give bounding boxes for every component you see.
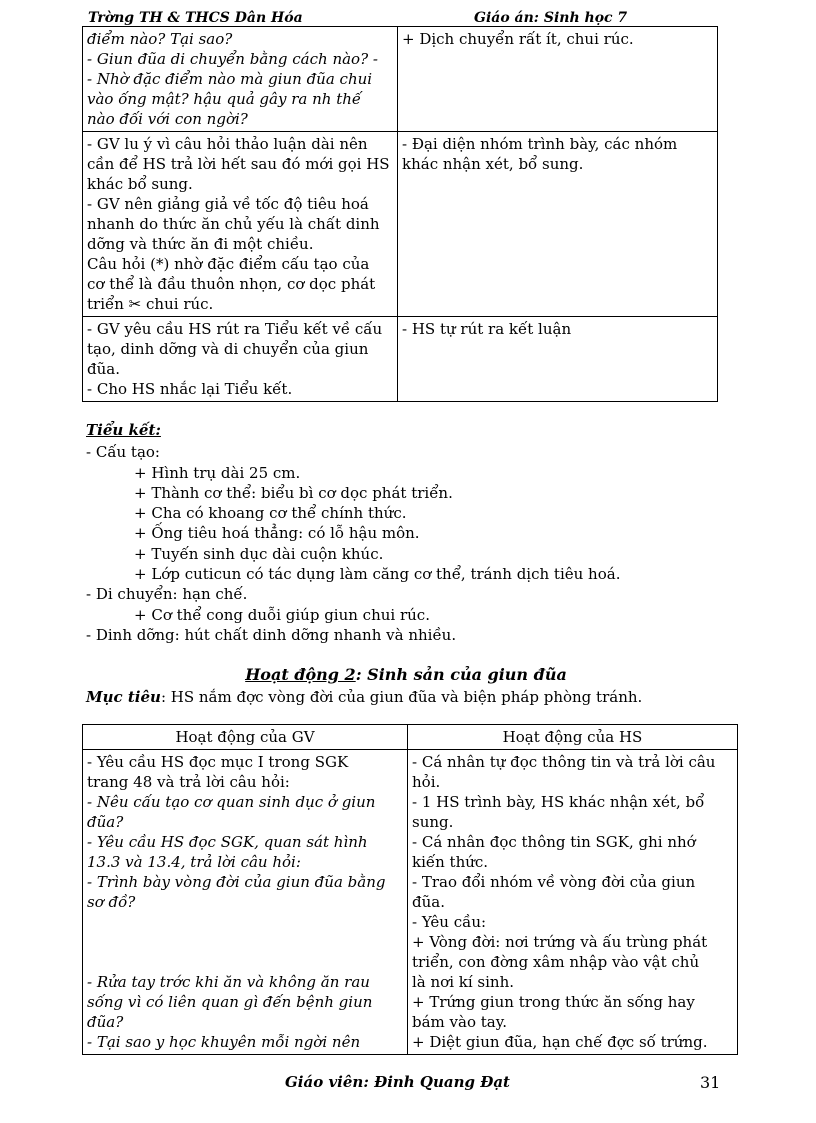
activity-2-label: Hoạt động 2 <box>245 665 356 684</box>
text-line: - GV nên giảng giả về tốc độ tiêu hoá <box>87 195 369 213</box>
activity-2-table <box>82 724 738 1055</box>
text-line: khác bổ sung. <box>87 175 193 193</box>
text-line: - Yêu cầu: <box>412 913 487 931</box>
goal-label: Mục tiêu <box>86 688 161 706</box>
activity-table-continued <box>82 26 718 402</box>
text-line: Câu hỏi (*) nhờ đặc điểm cấu tạo của <box>87 255 370 273</box>
text-line <box>87 952 403 972</box>
summary-line: - Di chuyển: hạn chế. <box>86 585 248 604</box>
text-line: đũa? <box>87 813 124 831</box>
summary-line: - Dinh dỡng: hút chất dinh dỡng nhanh và nhiều. <box>86 625 457 644</box>
text-line: - GV lu ý vì câu hỏi thảo luận dài nên <box>87 135 368 153</box>
summary-section <box>86 420 706 645</box>
text-line: - Cá nhân đọc thông tin SGK, ghi nhớ <box>412 833 696 851</box>
table-row <box>83 750 738 1055</box>
goal-text: : HS nắm đợc vòng đời của giun đũa và biện pháp phòng tránh. <box>160 688 643 706</box>
text-line: - Cá nhân tự đọc thông tin và trả lời câu <box>412 753 716 771</box>
text-line: nhanh do thức ăn chủ yếu là chất dinh <box>87 215 380 233</box>
activity-2-goal <box>86 686 726 708</box>
text-line: - HS tự rút ra kết luận <box>402 320 572 338</box>
header-gv: Hoạt động của GV <box>83 725 408 750</box>
gv-cell <box>83 750 408 1055</box>
text-line: điểm nào? Tại sao? <box>87 30 233 48</box>
text-line: vào ống mật? hậu quả gây ra nh thế <box>87 90 362 108</box>
text-line: - Giun đũa di chuyển bằng cách nào? - <box>87 50 378 68</box>
text-fragment: triển <box>87 295 124 313</box>
text-line: khác nhận xét, bổ sung. <box>402 155 584 173</box>
hs-cell <box>398 27 718 132</box>
text-line <box>87 912 403 932</box>
text-line: sơ đồ? <box>87 893 136 911</box>
summary-line: + Hình trụ dài 25 cm. <box>134 463 301 482</box>
text-line: - Trao đổi nhóm về vòng đời của giun <box>412 873 696 891</box>
activity-2-title-text: : Sinh sản của giun đũa <box>355 665 567 684</box>
text-line: - GV yêu cầu HS rút ra Tiểu kết về cấu <box>87 320 383 338</box>
text-line: + Vòng đời: nơi trứng và ấu trùng phát <box>412 933 708 951</box>
text-line <box>87 294 393 314</box>
summary-line: + Ống tiêu hoá thẳng: có lỗ hậu môn. <box>134 524 420 543</box>
text-line: đũa? <box>87 1013 124 1031</box>
table-row <box>83 132 718 317</box>
header-hs: Hoạt động của HS <box>408 725 738 750</box>
text-line: - Đại diện nhóm trình bày, các nhóm <box>402 135 678 153</box>
text-fragment: chui rúc. <box>146 295 214 313</box>
page-number: 31 <box>700 1073 721 1092</box>
summary-line: + Tuyến sinh dục dài cuộn khúc. <box>134 544 384 563</box>
hs-cell <box>408 750 738 1055</box>
text-line: + Diệt giun đũa, hạn chế đợc số trứng. <box>412 1033 708 1051</box>
hs-cell <box>398 132 718 317</box>
text-line <box>87 932 403 952</box>
text-line: bám vào tay. <box>412 1013 507 1031</box>
text-line: đũa. <box>412 893 445 911</box>
activity-2-section <box>86 664 726 708</box>
text-line: - Tại sao y học khuyên mỗi ngời nên <box>87 1033 361 1051</box>
text-line: đũa. <box>87 360 120 378</box>
text-line: kiến thức. <box>412 853 489 871</box>
text-line: - Rửa tay trớc khi ăn và không ăn rau <box>87 973 370 991</box>
summary-line: + Cha có khoang cơ thể chính thức. <box>134 504 407 523</box>
header-lesson-plan: Giáo án: Sinh học 7 <box>474 10 628 26</box>
summary-title: Tiểu kết: <box>86 421 161 439</box>
text-line: 13.3 và 13.4, trả lời câu hỏi: <box>87 853 301 871</box>
summary-line: - Cấu tạo: <box>86 443 160 462</box>
text-line: sống vì có liên quan gì đến bệnh giun <box>87 993 373 1011</box>
text-line: - Yêu cầu HS đọc mục I trong SGK <box>87 753 349 771</box>
activity-2-title <box>86 664 726 686</box>
text-line: dỡng và thức ăn đi một chiều. <box>87 235 314 253</box>
text-line: triển, con đờng xâm nhập vào vật chủ <box>412 953 700 971</box>
text-line: - Nhờ đặc điểm nào mà giun đũa chui <box>87 70 373 88</box>
table-header-row <box>83 725 738 750</box>
text-line: hỏi. <box>412 773 441 791</box>
text-line: trang 48 và trả lời câu hỏi: <box>87 773 290 791</box>
gv-cell <box>83 132 398 317</box>
text-line: + Dịch chuyển rất ít, chui rúc. <box>402 30 634 48</box>
gv-cell <box>83 317 398 402</box>
footer-teacher: Giáo viên: Đinh Quang Đạt <box>285 1073 510 1091</box>
header-school: Trờng TH & THCS Dân Hóa <box>88 10 303 26</box>
text-line: nào đối với con ngời? <box>87 110 248 128</box>
text-line: - Yêu cầu HS đọc SGK, quan sát hình <box>87 833 368 851</box>
text-line: - 1 HS trình bày, HS khác nhận xét, bổ <box>412 793 705 811</box>
table-row <box>83 27 718 132</box>
text-line: - Trình bày vòng đời của giun đũa bằng <box>87 873 386 891</box>
text-line: cần để HS trả lời hết sau đó mới gọi HS <box>87 155 390 173</box>
scissors-icon: ✂ <box>128 295 142 313</box>
text-line: - Cho HS nhắc lại Tiểu kết. <box>87 380 293 398</box>
summary-line: + Cơ thể cong duỗi giúp giun chui rúc. <box>134 605 430 624</box>
text-line: tạo, dinh dỡng và di chuyển của giun <box>87 340 369 358</box>
text-line: là nơi kí sinh. <box>412 973 515 991</box>
table-row <box>83 317 718 402</box>
summary-line: + Lớp cuticun có tác dụng làm căng cơ thể, tránh dịch tiêu hoá. <box>134 565 621 584</box>
text-line: sung. <box>412 813 454 831</box>
text-line: + Trứng giun trong thức ăn sống hay <box>412 993 695 1011</box>
summary-line: + Thành cơ thể: biểu bì cơ dọc phát triển. <box>134 483 453 502</box>
gv-cell <box>83 27 398 132</box>
text-line: - Nêu cấu tạo cơ quan sinh dục ở giun <box>87 793 376 811</box>
hs-cell <box>398 317 718 402</box>
text-line: cơ thể là đầu thuôn nhọn, cơ dọc phát <box>87 275 376 293</box>
